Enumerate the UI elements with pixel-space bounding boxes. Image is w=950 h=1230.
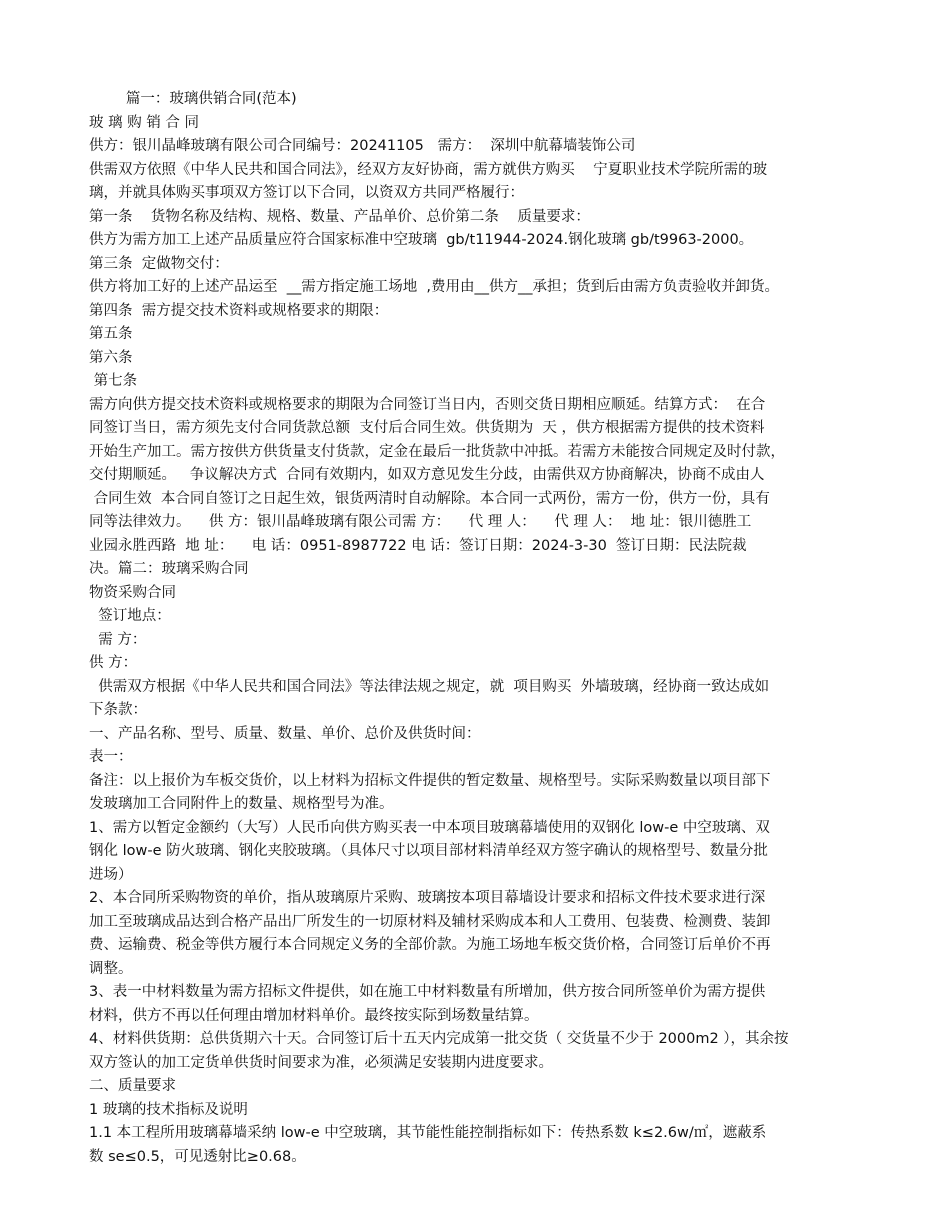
document-line: 供方将加工好的上述产品运至 __需方指定施工场地 ,费用由__供方__承担；货到后由需方负责验收并卸货。 xyxy=(89,279,780,295)
document-line: 第六条 xyxy=(89,349,133,366)
document-line: 双方签认的加工定货单供货时间要求为准，必须满足安装期内进度要求。 xyxy=(89,1054,553,1071)
document-line: 第五条 xyxy=(89,326,133,342)
document-line: 费、运输费、税金等供方履行本合同规定义务的全部价款。为施工场地车板交货价格，合同签订后单价不再 xyxy=(89,937,771,953)
document-line: 供方为需方加工上述产品质量应符合国家标准中空玻璃 gb/t11944-2024.钢化玻璃 gb/t9963-2000。 xyxy=(89,232,754,248)
document-line: 表一： xyxy=(89,749,133,765)
document-line: 3、表一中材料数量为需方招标文件提供，如在施工中材料数量有所增加，供方按合同所签单价为需方提供 xyxy=(89,984,766,1000)
document-line: 第一条 货物名称及结构、规格、数量、产品单价、总价第二条 质量要求： xyxy=(89,208,590,225)
document-line: 供需双方根据《中华人民共和国合同法》等法律法规之规定，就 项目购买 外墙玻璃，经协商一致达成如 xyxy=(89,678,770,695)
document-line: 物资采购合同 xyxy=(89,584,176,601)
document-line: 供需双方依照《中华人民共和国合同法》，经双方友好协商，需方就供方购买 宁夏职业技术学院所需的玻 xyxy=(89,161,768,178)
document-line: 进场） xyxy=(89,866,133,883)
document-line: 供方：银川晶峰玻璃有限公司合同编号：20241105 需方： 深圳中航幕墙装饰公司 xyxy=(89,138,636,154)
document-line: 签订地点： xyxy=(89,608,171,624)
document-line: 下条款： xyxy=(89,702,147,718)
document-line: 加工至玻璃成品达到合格产品出厂所发生的一切原材料及辅材采购成本和人工费用、包装费、检测费、装卸 xyxy=(89,913,771,930)
document-line: 4、材料供货期：总供货期六十天。合同签订后十五天内完成第一批交货（ 交货量不少于 2000m2 ），其余按 xyxy=(89,1031,789,1047)
document-line: 需方向供方提交技术资料或规格要求的期限为合同签订当日内，否则交货日期相应顺延。结算方式： 在合 xyxy=(89,396,766,413)
document-line: 决。篇二：玻璃采购合同 xyxy=(89,561,249,577)
document-line: 二、质量要求 xyxy=(89,1078,176,1094)
document-line: 发玻璃加工合同附件上的数量、规格型号为准。 xyxy=(89,796,394,812)
document-line: 1 玻璃的技术指标及说明 xyxy=(89,1101,248,1118)
document-line: 1.1 本工程所用玻璃幕墙采纳 low-e 中空玻璃，其节能性能控制指标如下：传热系数 k≤2.6w/㎡，遮蔽系 xyxy=(89,1125,767,1141)
document-line: 材料，供方不再以任何理由增加材料单价。最终按实际到场数量结算。 xyxy=(89,1007,539,1024)
document-line: 篇一：玻璃供销合同(范本) xyxy=(89,91,297,107)
document-line: 供 方： xyxy=(89,655,138,671)
document-line: 备注：以上报价为车板交货价，以上材料为招标文件提供的暂定数量、规格型号。实际采购数量以项目部下 xyxy=(89,772,771,789)
document-line: 璃，并就具体购买事项双方签订以下合同，以资双方共同严格履行： xyxy=(89,185,524,201)
document-line: 钢化 low-e 防火玻璃、钢化夹胶玻璃。（具体尺寸以项目部材料清单经双方签字确认的规格型号、数量分批 xyxy=(89,843,768,859)
document-line: 交付期顺延。 争议解决方式 合同有效期内，如双方意见发生分歧，由需供双方协商解决，协商不成由人 xyxy=(89,467,765,483)
document-line: 需 方： xyxy=(89,631,147,648)
document-line: 第三条 定做物交付： xyxy=(89,255,229,272)
document-line: 玻 璃 购 销 合 同 xyxy=(89,114,200,131)
document-line: 合同生效 本合同自签订之日起生效，银货两清时自动解除。本合同一式两份，需方一份，供方一份，具有 xyxy=(89,490,770,507)
document-line: 开始生产加工。需方按供方供货量支付货款，定金在最后一批货款中冲抵。若需方未能按合同规定及时付款， xyxy=(89,443,785,460)
document-line: 同签订当日，需方须先支付合同货款总额 支付后合同生效。供货期为 天 ，供方根据需方提供的技术资料 xyxy=(89,420,765,436)
document-line: 一、产品名称、型号、质量、数量、单价、总价及供货时间： xyxy=(89,725,481,742)
document-line: 2、本合同所采购物资的单价，指从玻璃原片采购、玻璃按本项目幕墙设计要求和招标文件技术要求进行深 xyxy=(89,890,766,906)
document-line: 业园永胜西路 地 址： 电 话：0951-8987722 电 话：签订日期：2024-3-30 签订日期：民法院裁 xyxy=(89,537,747,554)
document-line: 1、需方以暂定金额约（大写）人民币向供方购买表一中本项目玻璃幕墙使用的双钢化 low-e 中空玻璃、双 xyxy=(89,819,770,836)
document-line: 调整。 xyxy=(89,960,133,977)
document-line: 第四条 需方提交技术资料或规格要求的期限： xyxy=(89,302,389,319)
document-line: 数 se≤0.5，可见透射比≥0.68。 xyxy=(89,1148,306,1165)
document-line: 同等法律效力。 供 方：银川晶峰玻璃有限公司需 方： 代 理 人： 代 理 人： 地 址：银川德胜工 xyxy=(89,514,752,530)
document-line: 第七条 xyxy=(89,373,138,389)
